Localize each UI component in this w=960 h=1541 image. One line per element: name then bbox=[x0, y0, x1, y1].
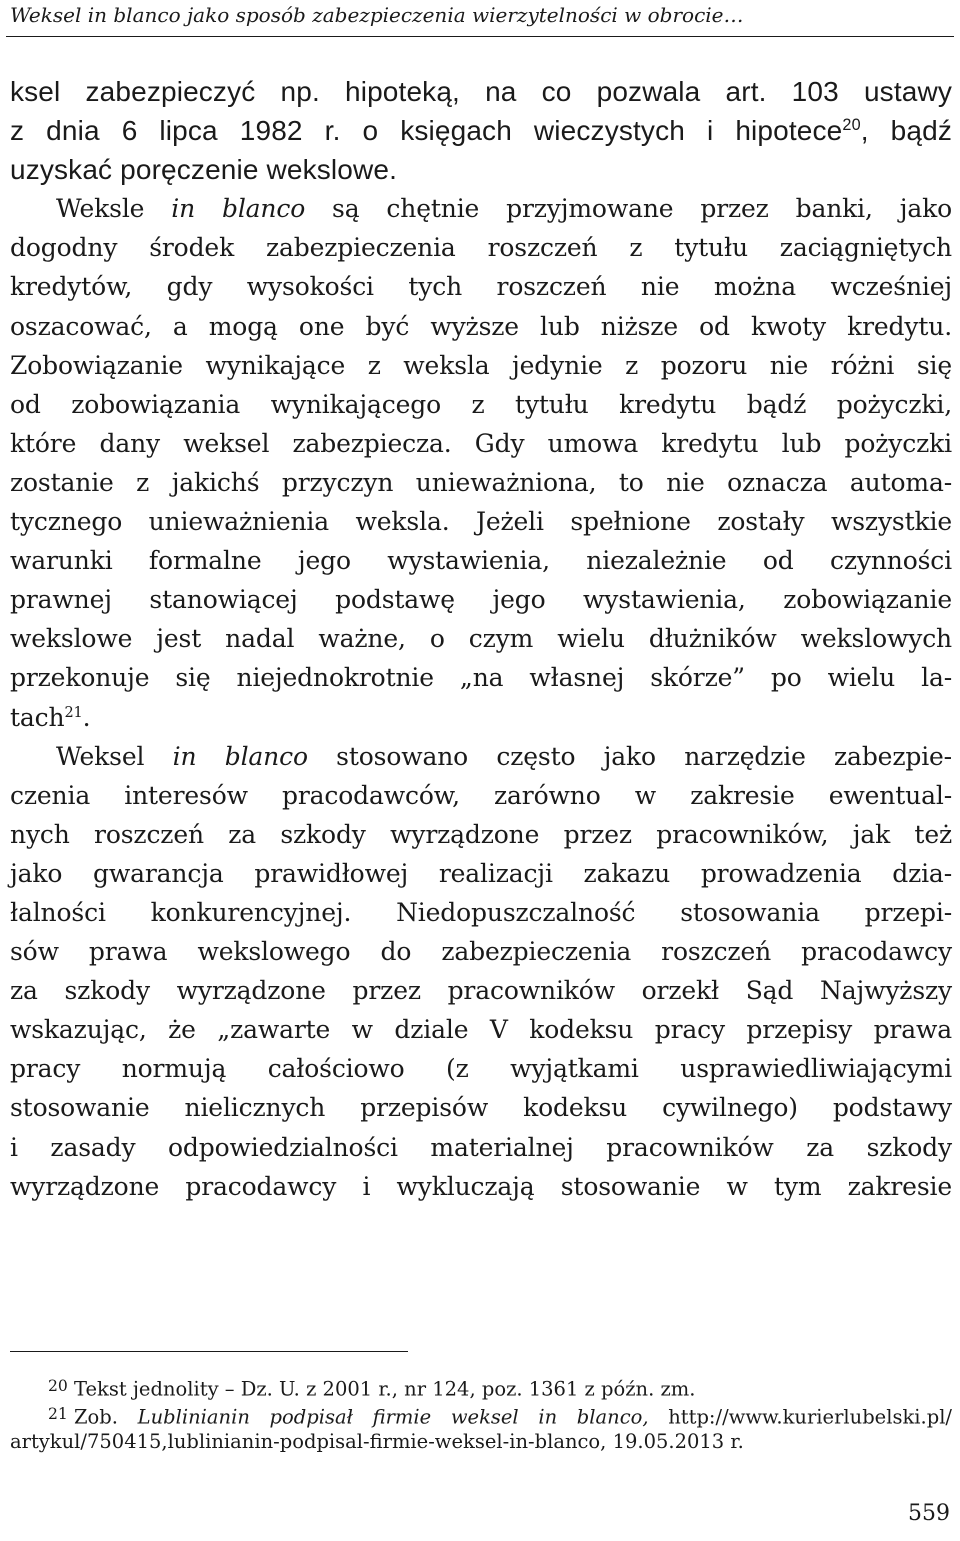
footnote-21: 21 Zob. Lublinianin podpisał firmie weksel in blanco, http://www.kurierlubelski.pl/ bbox=[10, 1400, 952, 1428]
text-line: zostanie z jakichś przyczyn unieważniona, to nie oznacza automa- bbox=[10, 467, 952, 497]
text-line: stosowanie nielicznych przepisów kodeksu cywilnego) podstawy bbox=[10, 1093, 952, 1123]
text-line: łalności konkurencyjnej. Niedopuszczalność stosowania przepi- bbox=[10, 897, 952, 927]
text-line: oszacować, a mogą one być wyższe lub niższe od kwoty kredytu. bbox=[10, 311, 952, 341]
footnote-link[interactable]: http://www.kurierlubelski.pl/ bbox=[648, 1405, 953, 1429]
text-line: przekonuje się niejednokrotnie „na własnej skórze” po wielu la- bbox=[10, 663, 952, 693]
footnote-number: 21 bbox=[48, 1405, 68, 1423]
running-head: Weksel in blanco jako sposób zabezpieczenia wierzytelności w obrocie… bbox=[10, 3, 744, 27]
text-line: i zasady odpowiedzialności materialnej pracowników za szkody bbox=[10, 1132, 952, 1162]
text-line: z dnia 6 lipca 1982 r. o księgach wieczystych i hipotece$^{20}$, bądź bbox=[10, 115, 952, 147]
paragraph-continuation bbox=[10, 72, 952, 189]
text-line: nych roszczeń za szkody wyrządzone przez pracowników, jak też bbox=[10, 819, 952, 849]
text-line: tycznego unieważnienia weksla. Jeżeli spełnione zostały wszystkie bbox=[10, 507, 952, 537]
text-line: czenia interesów pracodawców, zarówno w zakresie ewentual- bbox=[10, 780, 952, 810]
text-line: jako gwarancja prawidłowej realizacji zakazu prowadzenia dzia- bbox=[10, 858, 952, 888]
text-line: sów prawa wekslowego do zabezpieczenia roszczeń pracodawcy bbox=[10, 937, 952, 967]
paragraph-body bbox=[10, 189, 952, 1205]
text-line: Weksel in blanco stosowano często jako narzędzie zabezpie- bbox=[56, 741, 952, 771]
page-number: 559 bbox=[908, 1501, 950, 1526]
text-line: ksel zabezpieczyć np. hipoteką, na co pozwala art. 103 ustawy bbox=[10, 76, 952, 107]
footnote-separator bbox=[10, 1351, 408, 1352]
text-line: które dany weksel zabezpiecza. Gdy umowa kredytu lub pożyczki bbox=[10, 428, 952, 458]
text-line: warunki formalne jego wystawienia, niezależnie od czynności bbox=[10, 546, 952, 576]
text-line: wyrządzone pracodawcy i wykluczają stosowanie w tym zakresie bbox=[10, 1171, 952, 1201]
footnote-ref-21: 21 bbox=[64, 704, 83, 721]
header-rule bbox=[6, 36, 954, 37]
text-line: tach$^{21}$. bbox=[10, 702, 91, 732]
footnote-number: 20 bbox=[48, 1377, 68, 1395]
text-line: Zobowiązanie wynikające z weksla jedynie z pozoru nie różni się bbox=[10, 350, 952, 380]
cited-title: Lublinianin podpisał firmie weksel in blanco, bbox=[137, 1405, 649, 1429]
text-line: prawnej stanowiącej podstawę jego wystawienia, zobowiązanie bbox=[10, 585, 952, 615]
text-line: wekslowe jest nadal ważne, o czym wielu dłużników wekslowych bbox=[10, 624, 952, 654]
text-line: uzyskać poręczenie wekslowe. bbox=[10, 154, 398, 186]
text-line: za szkody wyrządzone przez pracowników orzekł Sąd Najwyższy bbox=[10, 976, 952, 1006]
footnote-21-continuation[interactable]: artykul/750415,lublinianin-podpisal-firmie-weksel-in-blanco, 19.05.2013 r. bbox=[10, 1430, 744, 1453]
text-line: wskazując, że „zawarte w dziale V kodeksu pracy przepisy prawa bbox=[10, 1015, 952, 1045]
text-line: od zobowiązania wynikającego z tytułu kredytu bądź pożyczki, bbox=[10, 389, 952, 419]
footnote-ref-20: 20 bbox=[842, 116, 861, 135]
main-text bbox=[10, 72, 952, 1206]
text-line: dogodny środek zabezpieczenia roszczeń z tytułu zaciągniętych bbox=[10, 233, 952, 263]
footnotes bbox=[10, 1372, 952, 1456]
text-line: pracy normują całościowo (z wyjątkami usprawiedliwiającymi bbox=[10, 1054, 952, 1084]
text-line: kredytów, gdy wysokości tych roszczeń nie można wcześniej bbox=[10, 272, 952, 302]
text-line: Weksle in blanco są chętnie przyjmowane przez banki, jako bbox=[56, 194, 952, 224]
footnote-20: 20 Tekst jednolity – Dz. U. z 2001 r., nr 124, poz. 1361 z późn. zm. bbox=[10, 1372, 952, 1400]
